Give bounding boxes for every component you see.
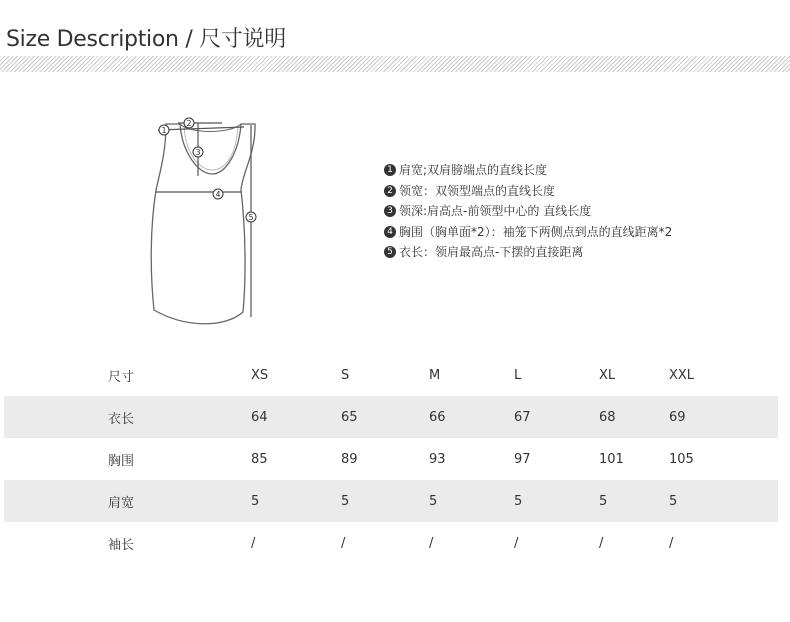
table-cell: 85 [251,451,268,467]
table-cell: 89 [341,451,358,467]
header-cell: XS [251,367,269,383]
table-cell: 5 [669,480,778,522]
table-cell: / [429,535,434,551]
legend-text: 领宽：双领型端点的直线长度 [399,183,556,198]
header-cell: XXL [669,367,695,383]
svg-text:4: 4 [215,190,221,199]
header-cell: S [341,367,350,383]
header-cell: XL [599,367,616,383]
table-cell: 93 [429,451,446,467]
marker-1 [159,125,169,135]
striped-divider [0,56,790,72]
tank-top-diagram [140,112,270,334]
svg-text:1: 1 [161,126,167,135]
legend-text: 衣长：领肩最高点-下摆的直接距离 [399,245,584,259]
row-label: 袖长 [108,537,135,553]
table-cell: 5 [599,480,669,522]
header-cell: 尺寸 [108,369,135,385]
table-cell: / [599,535,604,551]
legend-item-length [384,242,672,263]
size-table-header [4,354,778,396]
table-cell: / [251,535,256,551]
table-cell: 66 [429,396,514,438]
number-badge: 1 [384,164,396,176]
row-label: 肩宽 [4,480,212,522]
table-cell: 5 [212,480,341,522]
table-cell: 5 [514,480,599,522]
table-cell: / [514,535,519,551]
table-cell: / [669,535,674,551]
row-label: 胸围 [108,453,135,469]
header-cell: M [429,367,441,383]
legend-text: 领深:肩高点-前领型中心的 直线长度 [399,204,592,218]
table-cell: 65 [341,396,429,438]
table-cell: 64 [212,396,341,438]
table-cell: / [341,535,346,551]
measurement-legend [384,160,672,263]
legend-item-neck-depth [384,201,672,222]
table-cell: 101 [599,451,624,467]
legend-text: 胸围（胸单面*2）：袖笼下两侧点到点的直线距离*2 [399,224,673,239]
table-cell: 69 [669,396,778,438]
row-label: 衣长 [4,396,212,438]
marker-4 [213,189,223,199]
size-table [4,354,778,564]
svg-text:2: 2 [186,119,192,128]
table-row [4,480,778,522]
legend-item-neck-width [384,181,672,202]
page-title: Size Description / 尺寸说明 [6,27,286,52]
table-cell: 67 [514,396,599,438]
header-cell: L [514,367,522,383]
number-badge: 2 [384,185,396,197]
table-cell: 97 [514,451,531,467]
marker-5 [246,212,256,222]
number-badge: 5 [384,246,396,258]
table-cell: 105 [669,451,694,467]
legend-item-shoulder [384,160,672,181]
table-row [4,522,778,564]
number-badge: 3 [384,205,396,217]
table-cell: 68 [599,396,669,438]
marker-3 [193,147,203,157]
legend-text: 肩宽;双肩膀端点的直线长度 [399,163,548,177]
table-row [4,396,778,438]
table-cell: 5 [341,480,429,522]
table-row [4,438,778,480]
number-badge: 4 [384,226,396,238]
marker-2 [184,118,194,128]
legend-item-chest [384,222,672,243]
table-cell: 5 [429,480,514,522]
svg-text:3: 3 [195,148,201,157]
svg-text:5: 5 [248,213,254,222]
